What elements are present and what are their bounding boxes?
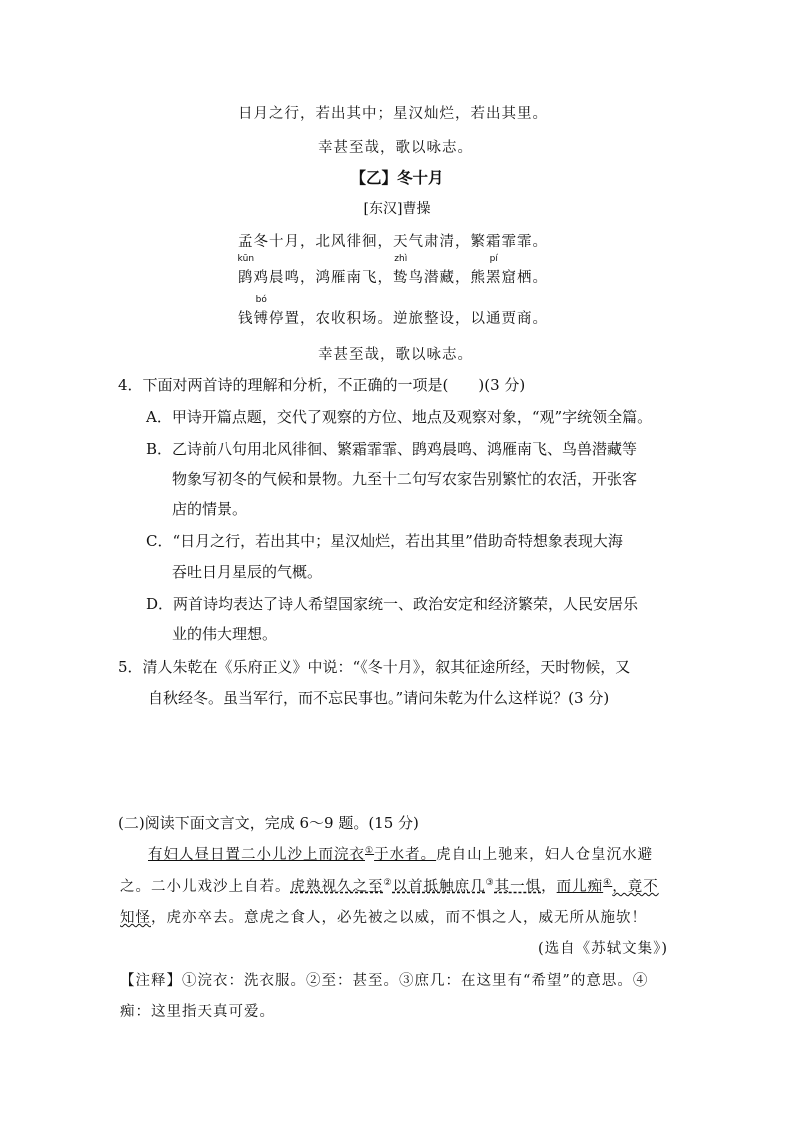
ruby-char xyxy=(393,254,409,287)
passage-line-3 xyxy=(120,906,647,927)
text: 鸡晨鸣，鸿雁南飞， xyxy=(253,270,393,286)
text: 鸟潜藏，熊 xyxy=(408,270,486,286)
underlined-text: 有妇人昼日置二小儿沙上而浣衣 xyxy=(148,847,365,863)
note-mark: ② xyxy=(383,878,393,889)
char: 鹍 xyxy=(238,270,254,286)
poem-a-refrain: 幸甚至哉，歌以咏志。 xyxy=(318,140,473,156)
poem-b-title: 【乙】冬十月 xyxy=(350,168,444,187)
pinyin: kūn xyxy=(237,254,255,264)
ruby-char xyxy=(253,295,270,328)
pinyin: pí xyxy=(489,254,498,264)
poem-b-line-2 xyxy=(237,254,548,287)
note-mark: ③ xyxy=(485,878,495,889)
annotation-line-2: 痴：这里指天真可爱。 xyxy=(120,1004,275,1020)
poem-b-line-1: 孟冬十月，北风徘徊，天气肃清，繁霜霏霏。 xyxy=(238,234,548,250)
note-mark: ① xyxy=(365,846,375,857)
poem-b-refrain: 幸甚至哉，歌以咏志。 xyxy=(318,347,473,363)
char: 镈 xyxy=(253,311,269,327)
text: 之。二小儿戏沙上自若。 xyxy=(120,879,291,895)
wavy-underlined-text: ，竟不 xyxy=(612,879,659,895)
passage-source: (选自《苏轼文集》) xyxy=(538,941,669,957)
pinyin: zhì xyxy=(394,254,408,264)
dashed-underlined-text: 虎熟视久之至 xyxy=(290,879,384,895)
section-2-intro: (二)阅读下面文言文，完成 6～9 题。(15 分) xyxy=(118,814,419,832)
question-4-stem: 4．下面对两首诗的理解和分析，不正确的一项是( )(3 分) xyxy=(118,376,526,394)
poem-b-line-3 xyxy=(238,295,548,328)
ruby-char xyxy=(486,254,502,287)
underlined-text: 而儿痴 xyxy=(556,879,604,895)
poem-a-line: 日月之行，若出其中；星汉灿烂，若出其里。 xyxy=(238,106,548,122)
question-5-line-1: 5．清人朱乾在《乐府正义》中说：“《冬十月》，叙其征途所经，天时物候，又 xyxy=(118,658,631,676)
option-c-line-1: C．“日月之行，若出其中；星汉灿烂，若出其里”借助奇特想象表现大海 xyxy=(146,532,623,550)
text: 停置，农收积场。逆旅整设，以通贾商。 xyxy=(269,311,548,327)
underlined-text: 于水者。 xyxy=(374,847,437,863)
wavy-underlined-text: 知怪 xyxy=(120,910,151,926)
text: 窟栖。 xyxy=(501,270,548,286)
option-c-line-2: 吞吐日月星辰的气概。 xyxy=(172,563,323,581)
text: ，虎亦卒去。意虎之食人，必先被之以威，而不惧之人，威无所从施欤！ xyxy=(151,910,647,926)
poem-b-author: [东汉]曹操 xyxy=(363,201,431,217)
passage-line-1 xyxy=(148,843,653,864)
question-5-line-2: 自秋经冬。虽当军行，而不忘民事也。”请问朱乾为什么这样说？(3 分) xyxy=(148,689,610,707)
dashed-underlined-text: 其一惧 xyxy=(494,879,542,895)
passage-line-2 xyxy=(120,875,659,896)
annotation-line-1: 【注释】①浣衣：洗衣服。②至：甚至。③庶几：在这里有“希望”的意思。④ xyxy=(120,973,649,989)
option-d-line-1: D．两首诗均表达了诗人希望国家统一、政治安定和经济繁荣，人民安居乐 xyxy=(146,595,639,613)
char: 罴 xyxy=(486,270,502,286)
ruby-char xyxy=(237,254,255,287)
option-d-line-2: 业的伟大理想。 xyxy=(172,625,278,643)
pinyin: bó xyxy=(255,295,267,305)
option-b-line-2: 物象写初冬的气候和景物。九至十二句写农家告别繁忙的农活，开张客 xyxy=(172,470,638,488)
note-mark: ④ xyxy=(603,878,613,889)
text: ， xyxy=(541,879,557,895)
char: 鸷 xyxy=(393,270,409,286)
option-b-line-1: B．乙诗前八句用北风徘徊、繁霜霏霏、鹍鸡晨鸣、鸿雁南飞、鸟兽潜藏等 xyxy=(146,440,638,458)
option-b-line-3: 店的情景。 xyxy=(172,500,248,518)
text: 虎自山上驰来，妇人仓皇沉水避 xyxy=(436,847,654,863)
dashed-underlined-text: 以首抵触庶几 xyxy=(392,879,486,895)
option-a: A．甲诗开篇点题，交代了观察的方位、地点及观察对象，“观”字统领全篇。 xyxy=(146,408,653,426)
text: 钱 xyxy=(238,311,254,327)
